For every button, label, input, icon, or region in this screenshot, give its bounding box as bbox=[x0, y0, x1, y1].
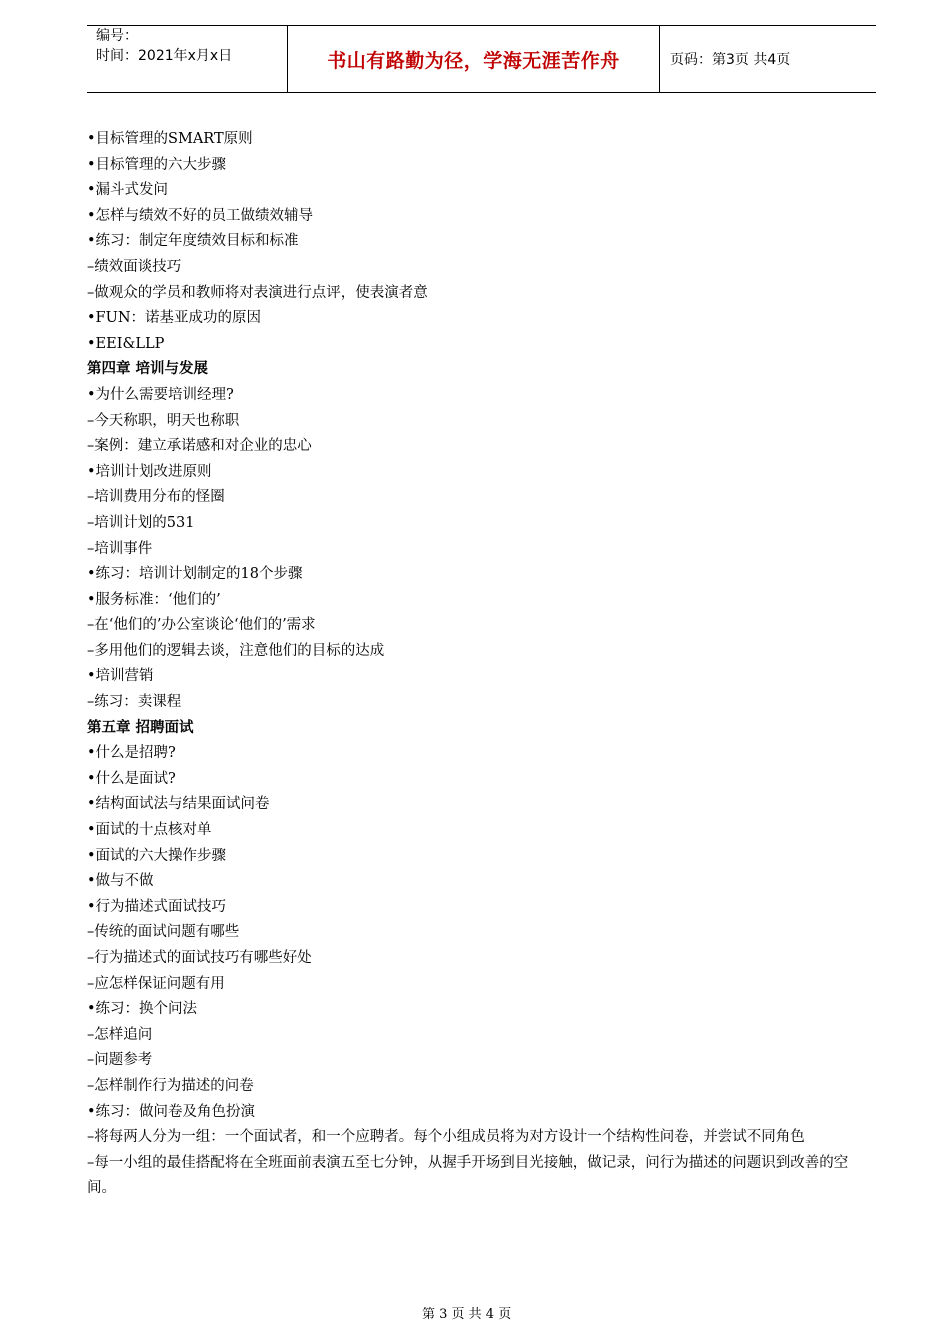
list-item: –案例：建立承诺感和对企业的忠心 bbox=[87, 438, 312, 455]
page-header bbox=[87, 25, 876, 93]
list-item: •练习：换个问法 bbox=[87, 1001, 198, 1018]
list-item: –今天称职，明天也称职 bbox=[87, 412, 240, 429]
list-item: –怎样制作行为描述的问卷 bbox=[87, 1077, 254, 1094]
list-item: •目标管理的SMART原则 bbox=[87, 131, 253, 147]
list-item: •EEI&LLP bbox=[87, 335, 165, 352]
header-page-info: 页码：第3页 共4页 bbox=[670, 52, 791, 68]
list-item: •练习：做问卷及角色扮演 bbox=[87, 1103, 256, 1120]
list-item: •漏斗式发问 bbox=[87, 182, 169, 199]
list-item: •为什么需要培训经理? bbox=[87, 386, 234, 403]
serial-number-label: 编号： bbox=[96, 28, 138, 44]
list-item: –行为描述式的面试技巧有哪些好处 bbox=[87, 950, 312, 966]
chapter-heading: 第五章 招聘面试 bbox=[87, 719, 194, 736]
list-item: –传统的面试问题有哪些 bbox=[87, 924, 240, 941]
list-item: •练习：培训计划制定的18个步骤 bbox=[87, 566, 303, 583]
list-item: •服务标准：‘他们的’ bbox=[87, 591, 221, 608]
list-item: –应怎样保证问题有用 bbox=[87, 975, 225, 992]
list-item: –做观众的学员和教师将对表演进行点评，使表演者意 bbox=[87, 284, 428, 301]
list-item: –培训计划的531 bbox=[87, 514, 195, 531]
header-meta-cell bbox=[87, 26, 287, 92]
list-item: •FUN：诺基亚成功的原因 bbox=[87, 310, 262, 327]
list-item: •怎样与绩效不好的员工做绩效辅导 bbox=[87, 207, 314, 224]
list-item: –培训事件 bbox=[87, 540, 153, 557]
list-item: •行为描述式面试技巧 bbox=[87, 898, 227, 915]
header-slogan-cell bbox=[287, 26, 660, 92]
header-slogan: 书山有路勤为径，学海无涯苦作舟 bbox=[327, 49, 620, 72]
list-item: –每一小组的最佳搭配将在全班面前表演五至七分钟，从握手开场到目光接触，做记录，问行为描述的问题识到改善的空间。 bbox=[87, 1154, 849, 1197]
list-item: •面试的六大操作步骤 bbox=[87, 847, 227, 864]
list-item: •什么是招聘? bbox=[87, 745, 176, 762]
list-item: •面试的十点核对单 bbox=[87, 822, 212, 839]
list-item: •练习：制定年度绩效目标和标准 bbox=[87, 233, 299, 250]
page-footer: 第 3 页 共 4 页 bbox=[422, 1307, 512, 1322]
list-item: –问题参考 bbox=[87, 1052, 153, 1069]
list-item: –在‘他们的’办公室谈论‘他们的’需求 bbox=[87, 617, 316, 634]
document-body bbox=[87, 127, 877, 1202]
chapter-heading: 第四章 培训与发展 bbox=[87, 361, 209, 378]
list-item: •培训计划改进原则 bbox=[87, 463, 212, 480]
list-item: –培训费用分布的怪圈 bbox=[87, 489, 225, 506]
list-item: •做与不做 bbox=[87, 873, 154, 890]
list-item: –练习：卖课程 bbox=[87, 694, 182, 711]
list-item: –将每两人分为一组：一个面试者，和一个应聘者。每个小组成员将为对方设计一个结构性问卷，并尝试不同角色 bbox=[87, 1129, 805, 1146]
list-item: –怎样追问 bbox=[87, 1026, 153, 1043]
list-item: •结构面试法与结果面试问卷 bbox=[87, 796, 270, 813]
list-item: –多用他们的逻辑去谈，注意他们的目标的达成 bbox=[87, 642, 385, 659]
list-item: •培训营销 bbox=[87, 668, 154, 685]
list-item: •目标管理的六大步骤 bbox=[87, 156, 227, 173]
date-label: 时间：2021年x月x日 bbox=[96, 48, 233, 64]
list-item: –绩效面谈技巧 bbox=[87, 258, 182, 275]
header-page-cell bbox=[660, 26, 876, 92]
list-item: •什么是面试? bbox=[87, 770, 176, 787]
